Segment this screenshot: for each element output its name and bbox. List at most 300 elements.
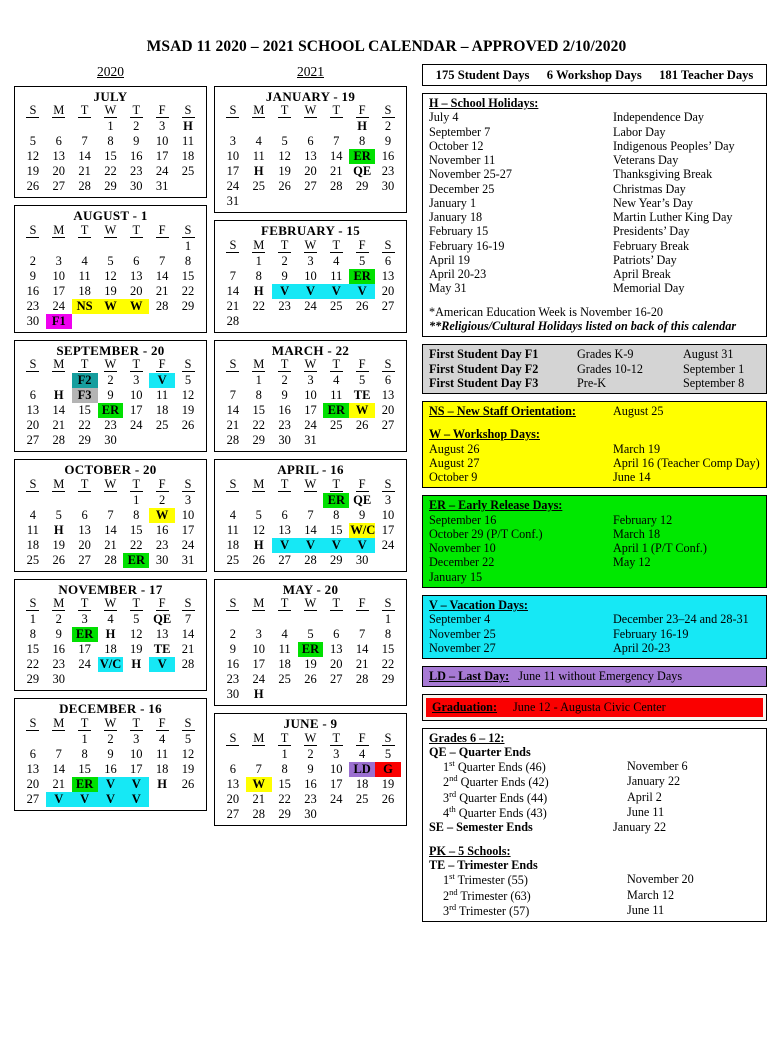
day-cell[interactable]: 5	[255, 507, 262, 522]
day-cell[interactable]: 11	[252, 149, 265, 164]
day-cell[interactable]: 15	[78, 403, 91, 418]
day-cell[interactable]: 11	[278, 642, 291, 657]
day-cell[interactable]: 14	[78, 149, 91, 164]
day-cell[interactable]: 9	[133, 134, 140, 149]
day-cell[interactable]: TE	[153, 642, 171, 657]
day-cell[interactable]: 6	[333, 627, 340, 642]
day-cell[interactable]: 2	[229, 627, 237, 642]
day-cell[interactable]: ER	[72, 777, 98, 792]
day-cell[interactable]: 1	[107, 119, 114, 134]
day-cell[interactable]: 8	[333, 507, 340, 522]
day-cell[interactable]: 23	[278, 298, 291, 313]
day-cell[interactable]: 26	[181, 418, 195, 433]
day-cell[interactable]: 4	[229, 507, 237, 522]
day-cell[interactable]: 17	[226, 164, 240, 179]
day-cell[interactable]: 1	[81, 731, 88, 746]
day-cell[interactable]: 6	[133, 253, 140, 268]
day-cell[interactable]: 26	[381, 791, 395, 806]
day-cell[interactable]: V	[298, 284, 324, 299]
day-cell[interactable]: 13	[155, 627, 169, 642]
day-cell[interactable]: 9	[307, 761, 314, 776]
day-cell[interactable]: 15	[104, 149, 117, 164]
day-cell[interactable]: W	[349, 403, 375, 418]
day-cell[interactable]: 13	[381, 388, 395, 403]
day-cell[interactable]: 26	[355, 418, 369, 433]
day-cell[interactable]: 6	[229, 761, 237, 776]
day-cell[interactable]: 20	[26, 418, 40, 433]
day-cell[interactable]: 17	[381, 522, 395, 537]
day-cell[interactable]: 21	[52, 418, 66, 433]
day-cell[interactable]: 22	[78, 418, 91, 433]
day-cell[interactable]: 16	[155, 522, 169, 537]
day-cell[interactable]: 27	[381, 298, 395, 313]
day-cell[interactable]: 3	[55, 253, 62, 268]
day-cell[interactable]: 20	[52, 164, 66, 179]
day-cell[interactable]: ER	[323, 403, 349, 418]
day-cell[interactable]: 24	[181, 537, 195, 552]
day-cell[interactable]: 28	[226, 313, 240, 328]
day-cell[interactable]: 17	[155, 149, 169, 164]
day-cell[interactable]: 31	[181, 552, 195, 567]
day-cell[interactable]: 15	[26, 642, 40, 657]
day-cell[interactable]: 29	[355, 179, 369, 194]
day-cell[interactable]: 25	[181, 164, 195, 179]
day-cell[interactable]: 9	[281, 388, 288, 403]
day-cell[interactable]: 5	[184, 731, 192, 746]
day-cell[interactable]: H	[253, 687, 264, 702]
day-cell[interactable]: 22	[278, 791, 291, 806]
day-cell[interactable]: 31	[226, 194, 240, 209]
day-cell[interactable]: 2	[107, 373, 114, 388]
day-cell[interactable]: H	[253, 283, 264, 298]
day-cell[interactable]: 7	[307, 507, 314, 522]
day-cell[interactable]: 11	[330, 268, 343, 283]
day-cell[interactable]: QE	[353, 492, 372, 507]
day-cell[interactable]: 6	[55, 134, 62, 149]
day-cell[interactable]: 10	[155, 134, 169, 149]
day-cell[interactable]: 13	[226, 776, 240, 791]
day-cell[interactable]: 24	[304, 418, 317, 433]
day-cell[interactable]: 14	[304, 522, 317, 537]
day-cell[interactable]: 27	[330, 672, 343, 687]
day-cell[interactable]: 29	[381, 672, 395, 687]
day-cell[interactable]: 5	[281, 134, 288, 149]
day-cell[interactable]: 11	[156, 746, 169, 761]
day-cell[interactable]: 28	[78, 179, 91, 194]
day-cell[interactable]: 12	[181, 746, 195, 761]
day-cell[interactable]: V/C	[98, 657, 124, 672]
day-cell[interactable]: 8	[255, 388, 262, 403]
day-cell[interactable]: V	[149, 373, 175, 388]
day-cell[interactable]: 19	[52, 537, 66, 552]
day-cell[interactable]: 9	[359, 507, 366, 522]
day-cell[interactable]: 15	[381, 642, 395, 657]
day-cell[interactable]: 5	[184, 373, 192, 388]
day-cell[interactable]: 22	[26, 657, 40, 672]
day-cell[interactable]: 25	[355, 791, 369, 806]
day-cell[interactable]: 20	[330, 657, 343, 672]
day-cell[interactable]: 21	[78, 164, 91, 179]
day-cell[interactable]: 30	[26, 313, 40, 328]
day-cell[interactable]: 13	[278, 522, 291, 537]
day-cell[interactable]: 21	[52, 776, 66, 791]
day-cell[interactable]: 8	[29, 627, 37, 642]
day-cell[interactable]: 9	[107, 388, 114, 403]
day-cell[interactable]: 18	[26, 537, 40, 552]
day-cell[interactable]: 6	[29, 746, 37, 761]
day-cell[interactable]: 20	[78, 537, 91, 552]
day-cell[interactable]: 29	[252, 433, 266, 448]
day-cell[interactable]: 12	[252, 522, 266, 537]
day-cell[interactable]: 22	[181, 283, 195, 298]
day-cell[interactable]: 2	[281, 253, 288, 268]
day-cell[interactable]: 6	[307, 134, 314, 149]
day-cell[interactable]: 5	[29, 134, 37, 149]
day-cell[interactable]: H	[53, 522, 64, 537]
day-cell[interactable]: H	[253, 164, 264, 179]
day-cell[interactable]: 30	[304, 806, 317, 821]
day-cell[interactable]: 11	[330, 388, 343, 403]
day-cell[interactable]: 5	[384, 746, 392, 761]
day-cell[interactable]: 24	[330, 791, 343, 806]
day-cell[interactable]: 25	[252, 179, 266, 194]
day-cell[interactable]: QE	[153, 612, 172, 627]
day-cell[interactable]: 19	[181, 403, 195, 418]
day-cell[interactable]: 17	[252, 657, 266, 672]
day-cell[interactable]: 30	[278, 433, 291, 448]
day-cell[interactable]: 26	[278, 179, 291, 194]
day-cell[interactable]: 29	[278, 806, 291, 821]
day-cell[interactable]: H	[131, 657, 142, 672]
day-cell[interactable]: ER	[323, 493, 349, 508]
day-cell[interactable]: 26	[304, 672, 317, 687]
day-cell[interactable]: 3	[133, 731, 140, 746]
day-cell[interactable]: 3	[307, 253, 314, 268]
day-cell[interactable]: 13	[26, 403, 40, 418]
day-cell[interactable]: 20	[130, 283, 143, 298]
day-cell[interactable]: 4	[281, 627, 288, 642]
day-cell[interactable]: 30	[155, 552, 169, 567]
day-cell[interactable]: 12	[278, 149, 291, 164]
day-cell[interactable]: 15	[278, 776, 291, 791]
day-cell[interactable]: ER	[349, 149, 375, 164]
day-cell[interactable]: 13	[304, 149, 317, 164]
day-cell[interactable]: 7	[333, 134, 340, 149]
day-cell[interactable]: V	[149, 657, 175, 672]
day-cell[interactable]: 5	[107, 253, 114, 268]
day-cell[interactable]: 8	[133, 507, 140, 522]
day-cell[interactable]: 2	[159, 492, 166, 507]
day-cell[interactable]: 1	[133, 492, 140, 507]
day-cell[interactable]: 7	[229, 388, 237, 403]
day-cell[interactable]: 21	[355, 657, 369, 672]
day-cell[interactable]: 23	[381, 164, 395, 179]
day-cell[interactable]: 17	[181, 522, 195, 537]
day-cell[interactable]: 15	[130, 522, 143, 537]
day-cell[interactable]: 5	[55, 507, 62, 522]
day-cell[interactable]: H	[105, 627, 116, 642]
day-cell[interactable]: TE	[353, 388, 371, 403]
day-cell[interactable]: 5	[307, 627, 314, 642]
day-cell[interactable]: V	[72, 792, 98, 807]
day-cell[interactable]: LD	[349, 762, 375, 777]
day-cell[interactable]: ER	[298, 642, 324, 657]
day-cell[interactable]: 17	[52, 283, 66, 298]
day-cell[interactable]: V	[123, 777, 149, 792]
day-cell[interactable]: 12	[104, 268, 117, 283]
day-cell[interactable]: 9	[107, 746, 114, 761]
day-cell[interactable]: F3	[72, 388, 98, 403]
day-cell[interactable]: 23	[104, 418, 117, 433]
day-cell[interactable]: 23	[155, 537, 169, 552]
day-cell[interactable]: V	[272, 284, 298, 299]
day-cell[interactable]: 14	[226, 403, 240, 418]
day-cell[interactable]: 28	[304, 552, 317, 567]
day-cell[interactable]: 6	[29, 388, 37, 403]
day-cell[interactable]: 1	[184, 238, 192, 253]
day-cell[interactable]: 10	[130, 388, 143, 403]
day-cell[interactable]: 18	[104, 642, 117, 657]
day-cell[interactable]: 4	[255, 134, 262, 149]
day-cell[interactable]: 26	[52, 552, 66, 567]
day-cell[interactable]: 9	[384, 134, 392, 149]
day-cell[interactable]: 12	[181, 388, 195, 403]
day-cell[interactable]: V	[123, 792, 149, 807]
day-cell[interactable]: 19	[130, 642, 143, 657]
day-cell[interactable]: 30	[226, 687, 240, 702]
day-cell[interactable]: V	[323, 284, 349, 299]
day-cell[interactable]: 30	[355, 552, 369, 567]
day-cell[interactable]: 2	[133, 119, 140, 134]
day-cell[interactable]: 28	[252, 806, 266, 821]
day-cell[interactable]: 25	[330, 298, 343, 313]
day-cell[interactable]: 10	[52, 268, 66, 283]
day-cell[interactable]: 15	[181, 268, 195, 283]
day-cell[interactable]: 25	[226, 552, 240, 567]
day-cell[interactable]: 21	[155, 283, 169, 298]
day-cell[interactable]: 14	[52, 761, 66, 776]
day-cell[interactable]: 17	[78, 642, 91, 657]
day-cell[interactable]: 12	[26, 149, 40, 164]
day-cell[interactable]: 28	[52, 433, 66, 448]
day-cell[interactable]: 27	[78, 552, 91, 567]
day-cell[interactable]: 10	[304, 388, 317, 403]
day-cell[interactable]: 28	[330, 179, 343, 194]
day-cell[interactable]: 23	[278, 418, 291, 433]
day-cell[interactable]: W	[246, 777, 272, 792]
day-cell[interactable]: 8	[107, 134, 114, 149]
day-cell[interactable]: 24	[304, 298, 317, 313]
day-cell[interactable]: V	[349, 284, 375, 299]
day-cell[interactable]: 18	[226, 537, 240, 552]
day-cell[interactable]: 18	[155, 403, 169, 418]
day-cell[interactable]: 4	[359, 746, 366, 761]
day-cell[interactable]: 23	[52, 657, 66, 672]
day-cell[interactable]: 16	[52, 642, 66, 657]
day-cell[interactable]: 22	[252, 298, 266, 313]
day-cell[interactable]: G	[375, 762, 401, 777]
day-cell[interactable]: 15	[252, 403, 266, 418]
day-cell[interactable]: 20	[381, 403, 395, 418]
day-cell[interactable]: 24	[252, 672, 266, 687]
day-cell[interactable]: 16	[381, 149, 395, 164]
day-cell[interactable]: 2	[384, 119, 392, 134]
day-cell[interactable]: 8	[184, 253, 192, 268]
day-cell[interactable]: W	[98, 299, 124, 314]
day-cell[interactable]: 27	[381, 418, 395, 433]
day-cell[interactable]: 24	[381, 537, 395, 552]
day-cell[interactable]: 27	[52, 179, 66, 194]
day-cell[interactable]: 13	[330, 642, 343, 657]
day-cell[interactable]: 27	[278, 552, 291, 567]
day-cell[interactable]: 16	[304, 776, 317, 791]
day-cell[interactable]: 18	[278, 657, 291, 672]
day-cell[interactable]: 6	[81, 507, 88, 522]
day-cell[interactable]: 16	[278, 403, 291, 418]
day-cell[interactable]: 9	[29, 268, 37, 283]
day-cell[interactable]: 28	[104, 552, 117, 567]
day-cell[interactable]: 29	[104, 179, 117, 194]
day-cell[interactable]: 31	[155, 179, 169, 194]
day-cell[interactable]: 11	[78, 268, 91, 283]
day-cell[interactable]: 2	[307, 746, 314, 761]
day-cell[interactable]: 6	[281, 507, 288, 522]
day-cell[interactable]: 28	[155, 298, 169, 313]
day-cell[interactable]: 18	[155, 761, 169, 776]
day-cell[interactable]: 10	[381, 507, 395, 522]
day-cell[interactable]: 19	[381, 776, 395, 791]
day-cell[interactable]: 27	[226, 806, 240, 821]
day-cell[interactable]: 17	[304, 403, 317, 418]
day-cell[interactable]: 22	[104, 164, 117, 179]
day-cell[interactable]: 4	[81, 253, 88, 268]
day-cell[interactable]: W	[123, 299, 149, 314]
day-cell[interactable]: 19	[26, 164, 40, 179]
day-cell[interactable]: 16	[130, 149, 143, 164]
day-cell[interactable]: 10	[252, 642, 266, 657]
day-cell[interactable]: 3	[229, 134, 237, 149]
day-cell[interactable]: 31	[304, 433, 317, 448]
day-cell[interactable]: F2	[72, 373, 98, 388]
day-cell[interactable]: V	[298, 538, 324, 553]
day-cell[interactable]: 18	[355, 776, 369, 791]
day-cell[interactable]: 21	[181, 642, 195, 657]
day-cell[interactable]: 29	[181, 298, 195, 313]
day-cell[interactable]: 3	[81, 612, 88, 627]
day-cell[interactable]: 2	[107, 731, 114, 746]
day-cell[interactable]: 6	[384, 253, 392, 268]
day-cell[interactable]: 22	[252, 418, 266, 433]
day-cell[interactable]: 24	[52, 298, 66, 313]
day-cell[interactable]: 23	[226, 672, 240, 687]
day-cell[interactable]: 25	[155, 418, 169, 433]
day-cell[interactable]: 27	[26, 433, 40, 448]
day-cell[interactable]: 1	[255, 253, 262, 268]
day-cell[interactable]: 5	[359, 253, 366, 268]
day-cell[interactable]: 16	[26, 283, 40, 298]
day-cell[interactable]: 10	[330, 761, 343, 776]
day-cell[interactable]: 24	[155, 164, 169, 179]
day-cell[interactable]: 9	[55, 627, 62, 642]
day-cell[interactable]: 10	[181, 507, 195, 522]
day-cell[interactable]: 7	[81, 134, 88, 149]
day-cell[interactable]: 21	[330, 164, 343, 179]
day-cell[interactable]: 9	[281, 268, 288, 283]
day-cell[interactable]: 8	[281, 761, 288, 776]
day-cell[interactable]: W	[149, 508, 175, 523]
day-cell[interactable]: ER	[72, 627, 98, 642]
day-cell[interactable]: 7	[359, 627, 366, 642]
day-cell[interactable]: 3	[307, 373, 314, 388]
day-cell[interactable]: 7	[229, 268, 237, 283]
day-cell[interactable]: 3	[133, 373, 140, 388]
day-cell[interactable]: 20	[226, 791, 240, 806]
day-cell[interactable]: 12	[130, 627, 143, 642]
day-cell[interactable]: 16	[104, 761, 117, 776]
day-cell[interactable]: 13	[26, 761, 40, 776]
day-cell[interactable]: V	[98, 777, 124, 792]
day-cell[interactable]: 26	[355, 298, 369, 313]
day-cell[interactable]: 4	[107, 612, 114, 627]
day-cell[interactable]: 16	[226, 657, 240, 672]
day-cell[interactable]: 1	[384, 612, 392, 627]
day-cell[interactable]: 3	[333, 746, 340, 761]
day-cell[interactable]: 26	[181, 776, 195, 791]
day-cell[interactable]: 14	[181, 627, 195, 642]
day-cell[interactable]: 3	[159, 119, 166, 134]
day-cell[interactable]: 5	[133, 612, 140, 627]
day-cell[interactable]: V	[349, 538, 375, 553]
day-cell[interactable]: H	[183, 119, 193, 134]
day-cell[interactable]: 8	[81, 746, 88, 761]
day-cell[interactable]: ER	[349, 269, 375, 284]
day-cell[interactable]: 17	[130, 403, 143, 418]
day-cell[interactable]: 13	[381, 268, 395, 283]
day-cell[interactable]: 2	[55, 612, 62, 627]
day-cell[interactable]: 23	[26, 298, 40, 313]
day-cell[interactable]: 14	[52, 403, 66, 418]
day-cell[interactable]: 3	[184, 492, 192, 507]
day-cell[interactable]: 27	[304, 179, 317, 194]
day-cell[interactable]: 20	[26, 776, 40, 791]
day-cell[interactable]: 21	[226, 418, 240, 433]
day-cell[interactable]: 10	[304, 268, 317, 283]
day-cell[interactable]: H	[157, 776, 167, 791]
day-cell[interactable]: 30	[104, 433, 117, 448]
day-cell[interactable]: 1	[255, 373, 262, 388]
day-cell[interactable]: 15	[330, 522, 343, 537]
day-cell[interactable]: 13	[52, 149, 66, 164]
day-cell[interactable]: 11	[182, 134, 195, 149]
day-cell[interactable]: 18	[78, 283, 91, 298]
day-cell[interactable]: 7	[55, 746, 62, 761]
day-cell[interactable]: 25	[26, 552, 40, 567]
day-cell[interactable]: 14	[155, 268, 169, 283]
day-cell[interactable]: NS	[72, 299, 98, 314]
day-cell[interactable]: 3	[384, 492, 392, 507]
day-cell[interactable]: 9	[229, 642, 237, 657]
day-cell[interactable]: 4	[333, 373, 340, 388]
day-cell[interactable]: 28	[181, 657, 195, 672]
day-cell[interactable]: 2	[29, 253, 37, 268]
day-cell[interactable]: 24	[226, 179, 240, 194]
day-cell[interactable]: 11	[156, 388, 169, 403]
day-cell[interactable]: 14	[104, 522, 117, 537]
day-cell[interactable]: 23	[304, 791, 317, 806]
day-cell[interactable]: 13	[130, 268, 143, 283]
day-cell[interactable]: V	[272, 538, 298, 553]
day-cell[interactable]: 7	[255, 761, 262, 776]
